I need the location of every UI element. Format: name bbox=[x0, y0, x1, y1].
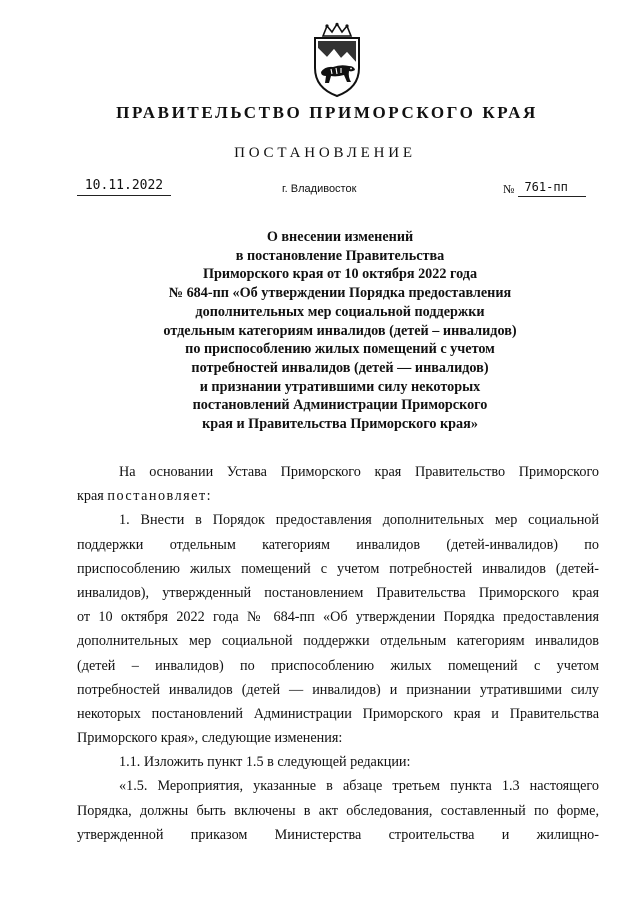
document-number: 761-пп bbox=[518, 180, 586, 197]
body-line: Порядка, должны быть включены в акт обследования, составленный по форме, bbox=[77, 802, 599, 819]
subject-line: отдельным категориям инвалидов (детей – инвалидов) bbox=[163, 322, 517, 339]
body-line: «1.5. Мероприятия, указанные в абзаце третьем пункта 1.3 настоящего bbox=[119, 778, 599, 795]
body-line: от 10 октября 2022 года № 684-пп «Об утверждении Порядка предоставления bbox=[77, 609, 599, 626]
subject-line: по приспособлению жилых помещений с учетом bbox=[185, 341, 495, 358]
body-line: (детей – инвалидов) по приспособлению жилых помещений с учетом bbox=[77, 657, 599, 674]
body-line: Приморского края», следующие изменения: bbox=[77, 730, 343, 747]
paragraph-item-1-1 bbox=[77, 750, 599, 774]
body-line: дополнительных мер социальной поддержки отдельным категориям инвалидов bbox=[77, 633, 599, 650]
paragraph-item-1-5-quote bbox=[77, 774, 599, 847]
government-title: ПРАВИТЕЛЬСТВО ПРИМОРСКОГО КРАЯ bbox=[116, 103, 538, 122]
body-line: потребностей инвалидов (детей — инвалидов) и признании утратившими силу bbox=[77, 681, 599, 698]
number-label: № bbox=[503, 182, 515, 196]
document-number-field bbox=[503, 178, 597, 197]
body-line bbox=[77, 484, 599, 508]
subject-line: О внесении изменений bbox=[266, 229, 414, 245]
document-date: 10.11.2022 bbox=[77, 178, 171, 196]
body-line: утвержденной приказом Министерства строительства и жилищно- bbox=[77, 826, 599, 843]
subject-line: края и Правительства Приморского края» bbox=[202, 416, 478, 433]
subject-line: и признании утратившими силу некоторых bbox=[199, 378, 481, 395]
subject-line: дополнительных мер социальной поддержки bbox=[195, 303, 485, 320]
body-line: некоторых постановлений Администрации Приморского края и Правительства bbox=[77, 705, 599, 722]
document-city: г. Владивосток bbox=[282, 183, 357, 195]
document-type: ПОСТАНОВЛЕНИЕ bbox=[234, 145, 416, 161]
body-line: 1.1. Изложить пункт 1.5 в следующей редакции: bbox=[119, 754, 411, 771]
subject-line: Приморского края от 10 октября 2022 года bbox=[202, 266, 478, 283]
body-line: 1. Внести в Порядок предоставления дополнительных мер социальной bbox=[119, 512, 599, 529]
resolves-word: постановляет: bbox=[107, 488, 213, 505]
coat-of-arms-emblem bbox=[301, 22, 373, 100]
primorsky-krai-coat-of-arms-icon bbox=[301, 22, 373, 100]
body-line: На основании Устава Приморского края Правительство Приморского bbox=[119, 464, 599, 480]
body-line: инвалидов), утвержденный постановлением Правительства Приморского края bbox=[77, 584, 599, 601]
document-subject bbox=[100, 228, 580, 434]
body-line-text: края bbox=[77, 488, 108, 505]
document-body bbox=[77, 460, 599, 847]
body-line: поддержки отдельным категориям инвалидов (детей-инвалидов) по bbox=[77, 536, 599, 553]
subject-line: постановлений Администрации Приморского bbox=[192, 397, 488, 414]
subject-line: в постановление Правительства bbox=[235, 247, 445, 264]
body-line: приспособлению жилых помещений с учетом потребностей инвалидов (детей- bbox=[77, 560, 599, 577]
subject-line: потребностей инвалидов (детей — инвалидов) bbox=[191, 359, 489, 376]
paragraph-item-1 bbox=[77, 508, 599, 750]
paragraph-legal-basis bbox=[77, 460, 599, 508]
subject-line: № 684-пп «Об утверждении Порядка предоставления bbox=[168, 285, 512, 302]
